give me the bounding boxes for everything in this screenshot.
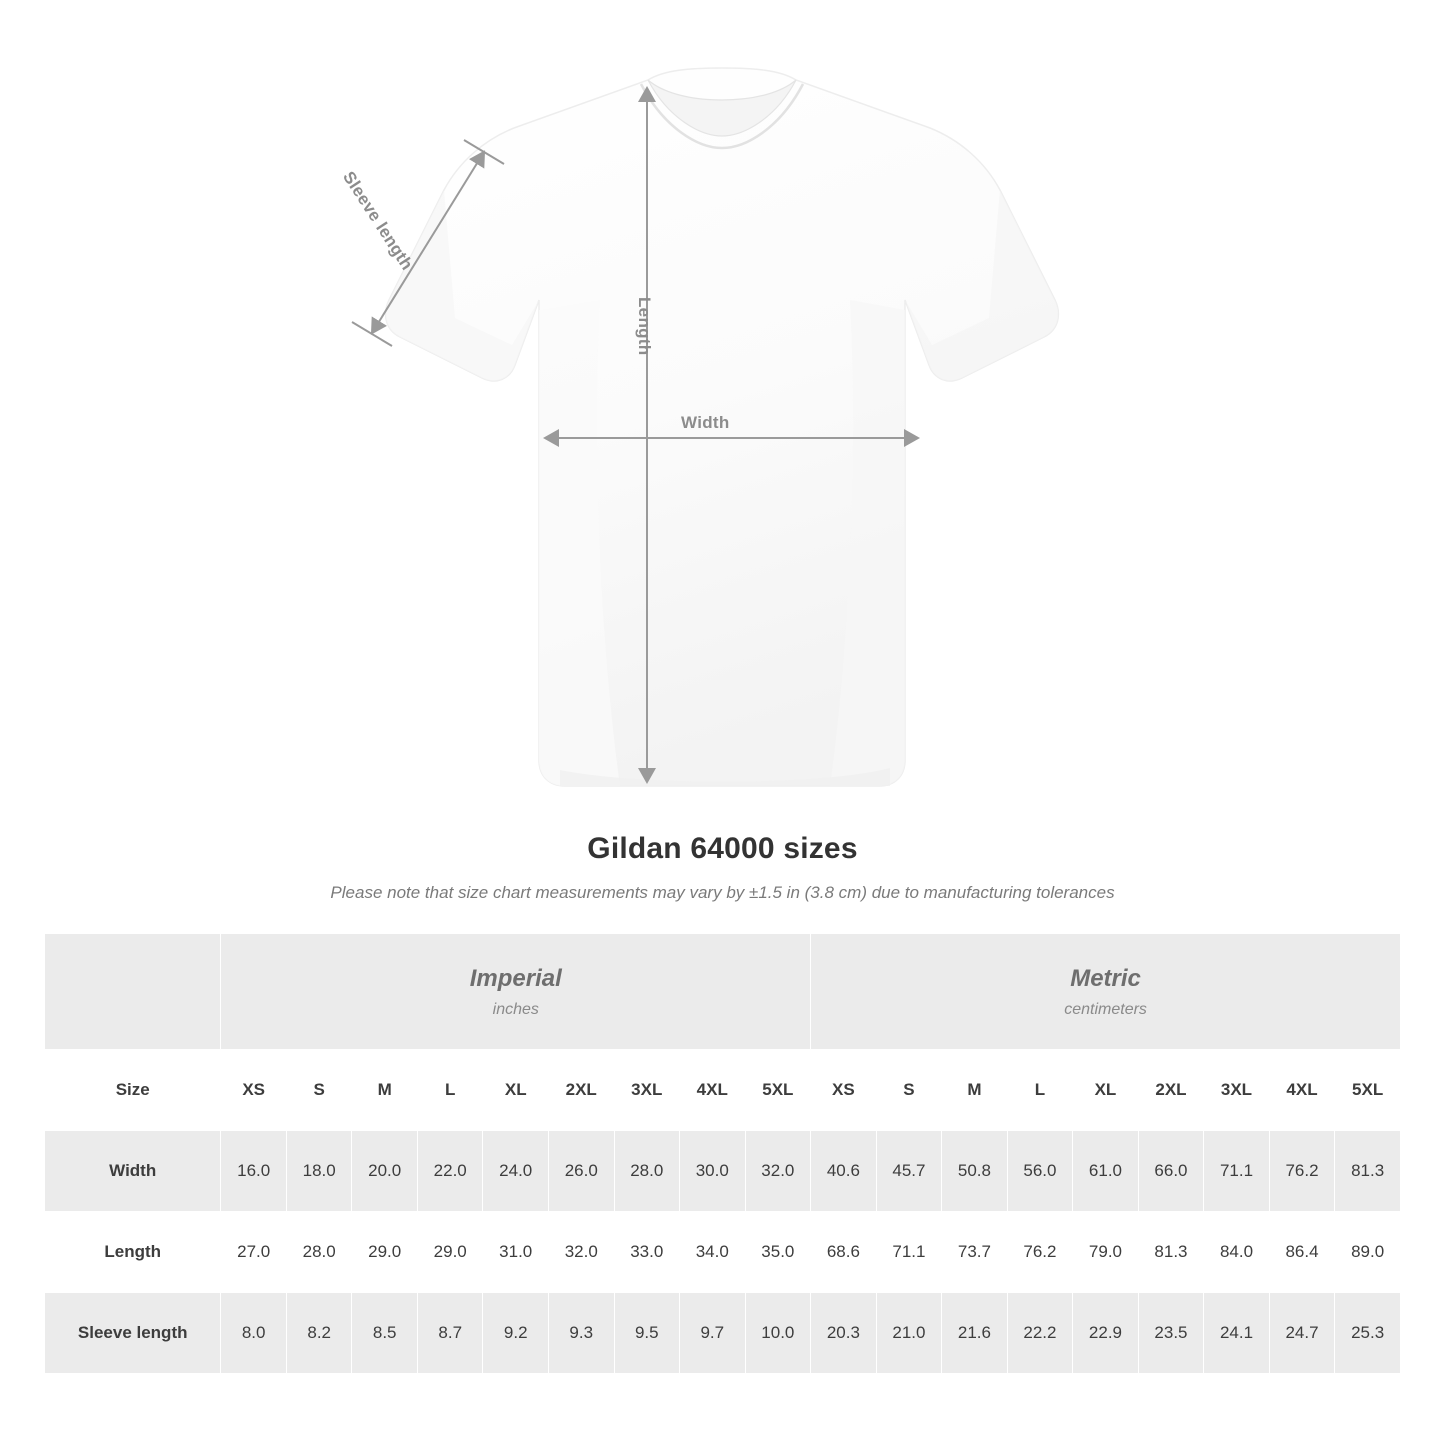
cell: 84.0 <box>1204 1212 1270 1293</box>
cell: 9.7 <box>680 1293 746 1374</box>
cell: 25.3 <box>1335 1293 1401 1374</box>
cell: 10.0 <box>745 1293 811 1374</box>
cell: 20.0 <box>352 1131 418 1212</box>
cell: 73.7 <box>942 1212 1008 1293</box>
size-header-metric-l: L <box>1007 1050 1073 1131</box>
cell: 30.0 <box>680 1131 746 1212</box>
cell: 68.6 <box>811 1212 877 1293</box>
cell: 22.2 <box>1007 1293 1073 1374</box>
cell: 16.0 <box>221 1131 287 1212</box>
sleeve-length-label: Sleeve length <box>339 168 417 274</box>
cell: 24.1 <box>1204 1293 1270 1374</box>
cell: 8.5 <box>352 1293 418 1374</box>
size-header-metric-5xl: 5XL <box>1335 1050 1401 1131</box>
cell: 45.7 <box>876 1131 942 1212</box>
size-header-metric-xl: XL <box>1073 1050 1139 1131</box>
row-label-length: Length <box>45 1212 221 1293</box>
cell: 18.0 <box>286 1131 352 1212</box>
table-row <box>45 1131 1401 1212</box>
cell: 76.2 <box>1269 1131 1335 1212</box>
cell: 71.1 <box>1204 1131 1270 1212</box>
page-title: Gildan 64000 sizes <box>587 832 858 865</box>
cell: 34.0 <box>680 1212 746 1293</box>
cell: 61.0 <box>1073 1131 1139 1212</box>
cell: 28.0 <box>614 1131 680 1212</box>
cell: 21.6 <box>942 1293 1008 1374</box>
tolerance-note: Please note that size chart measurements may vary by ±1.5 in (3.8 cm) due to manufacturing tolerances <box>330 883 1115 902</box>
unit-group-row <box>45 934 1401 1050</box>
size-header-metric-2xl: 2XL <box>1138 1050 1204 1131</box>
cell: 40.6 <box>811 1131 877 1212</box>
size-header-metric-xs: XS <box>811 1050 877 1131</box>
cell: 27.0 <box>221 1212 287 1293</box>
size-header-imperial-3xl: 3XL <box>614 1050 680 1131</box>
cell: 23.5 <box>1138 1293 1204 1374</box>
cell: 9.2 <box>483 1293 549 1374</box>
width-label: Width <box>681 413 730 432</box>
size-header-metric-s: S <box>876 1050 942 1131</box>
size-header-imperial-xs: XS <box>221 1050 287 1131</box>
cell: 21.0 <box>876 1293 942 1374</box>
cell: 24.0 <box>483 1131 549 1212</box>
cell: 28.0 <box>286 1212 352 1293</box>
unit-group-metric-name: Metric <box>1070 964 1141 992</box>
cell: 8.7 <box>417 1293 483 1374</box>
cell: 22.9 <box>1073 1293 1139 1374</box>
size-header-row <box>45 1050 1401 1131</box>
unit-group-imperial-name: Imperial <box>469 964 562 992</box>
cell: 33.0 <box>614 1212 680 1293</box>
cell: 56.0 <box>1007 1131 1073 1212</box>
cell: 29.0 <box>352 1212 418 1293</box>
cell: 89.0 <box>1335 1212 1401 1293</box>
unit-group-metric <box>811 934 1401 1050</box>
corner-cell <box>45 934 221 1050</box>
cell: 79.0 <box>1073 1212 1139 1293</box>
cell: 9.3 <box>548 1293 614 1374</box>
length-label: Length <box>635 297 654 356</box>
cell: 50.8 <box>942 1131 1008 1212</box>
cell: 81.3 <box>1335 1131 1401 1212</box>
row-label-width: Width <box>45 1131 221 1212</box>
size-header-imperial-s: S <box>286 1050 352 1131</box>
cell: 32.0 <box>548 1212 614 1293</box>
cell: 32.0 <box>745 1131 811 1212</box>
cell: 71.1 <box>876 1212 942 1293</box>
cell: 26.0 <box>548 1131 614 1212</box>
size-table-wrapper <box>44 933 1401 1374</box>
cell: 76.2 <box>1007 1212 1073 1293</box>
cell: 8.0 <box>221 1293 287 1374</box>
unit-group-metric-sub: centimeters <box>1064 1000 1147 1018</box>
cell: 22.0 <box>417 1131 483 1212</box>
cell: 9.5 <box>614 1293 680 1374</box>
size-header-imperial-2xl: 2XL <box>548 1050 614 1131</box>
row-label-sleeve-length: Sleeve length <box>45 1293 221 1374</box>
size-header-imperial-m: M <box>352 1050 418 1131</box>
unit-group-imperial <box>221 934 811 1050</box>
size-header-imperial-5xl: 5XL <box>745 1050 811 1131</box>
cell: 31.0 <box>483 1212 549 1293</box>
size-header-metric-4xl: 4XL <box>1269 1050 1335 1131</box>
cell: 29.0 <box>417 1212 483 1293</box>
size-header-label: Size <box>45 1050 221 1131</box>
title-block <box>0 832 1445 903</box>
cell: 35.0 <box>745 1212 811 1293</box>
cell: 24.7 <box>1269 1293 1335 1374</box>
cell: 8.2 <box>286 1293 352 1374</box>
size-table <box>44 933 1401 1374</box>
cell: 20.3 <box>811 1293 877 1374</box>
cell: 66.0 <box>1138 1131 1204 1212</box>
cell: 81.3 <box>1138 1212 1204 1293</box>
size-header-metric-m: M <box>942 1050 1008 1131</box>
size-header-imperial-l: L <box>417 1050 483 1131</box>
unit-group-imperial-sub: inches <box>492 1000 539 1018</box>
table-row <box>45 1212 1401 1293</box>
size-header-imperial-4xl: 4XL <box>680 1050 746 1131</box>
cell: 86.4 <box>1269 1212 1335 1293</box>
size-header-metric-3xl: 3XL <box>1204 1050 1270 1131</box>
table-row <box>45 1293 1401 1374</box>
size-header-imperial-xl: XL <box>483 1050 549 1131</box>
